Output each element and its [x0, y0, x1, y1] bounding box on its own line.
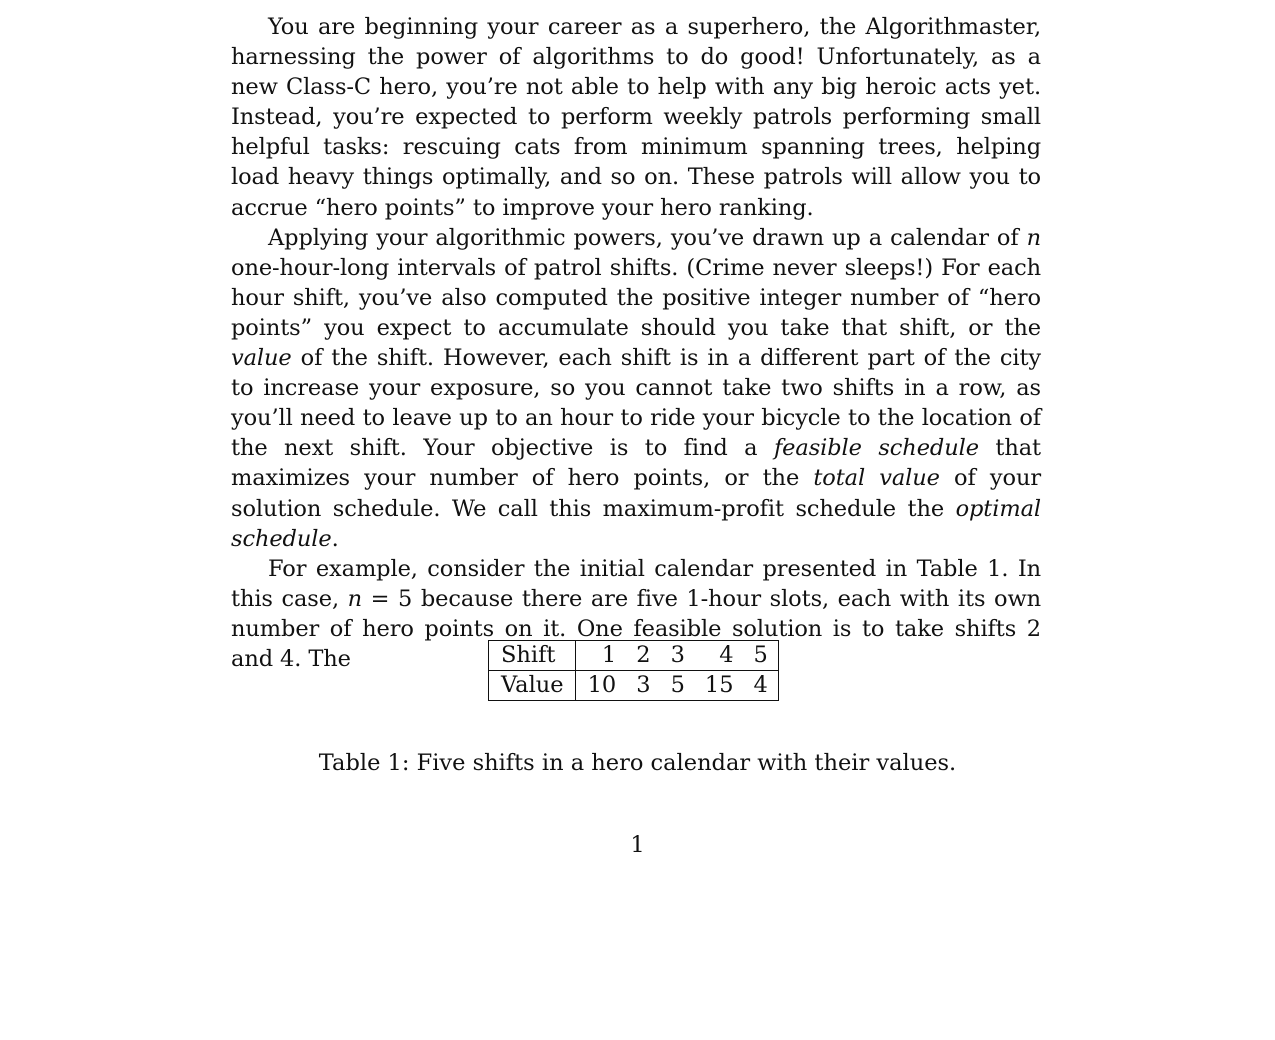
text-run: Applying your algorithmic powers, you’ve drawn up a calendar of — [268, 224, 1027, 251]
shift-value-table — [488, 640, 779, 701]
table-cell: 5 — [744, 641, 779, 671]
table-row-value — [489, 671, 779, 701]
table-cell: 3 — [626, 671, 660, 701]
table-cell: 2 — [626, 641, 660, 671]
text-run: of the shift. However, each shift is in a different part of the city to increase your exposure, so you cannot take two shifts in a row, as you’ll need to leave up to an hour to ride your bicycle to the location of the next shift. Your objective is to find a — [231, 345, 1041, 462]
shift-table-container — [488, 640, 779, 701]
text-run: of your solution schedule. We call this maximum-profit schedule the — [231, 465, 1042, 522]
table-cell: 15 — [695, 671, 744, 701]
table-row-shift — [489, 641, 779, 671]
row-header-shift: Shift — [489, 641, 576, 671]
page-number: 1 — [630, 832, 645, 858]
term-value: value — [231, 345, 292, 372]
table-cell: 1 — [575, 641, 626, 671]
text-run: For example, consider the initial calendar presented in Table 1. In this case, — [231, 555, 1041, 612]
text-run: one-​hour-long intervals of patrol shifts. (Crime never sleeps!) For each hour shift, you’ve also computed the positive integer number of “hero points” you expect to accumulate should you take that shift, or the — [231, 254, 1041, 341]
term-total-value: total value — [813, 465, 940, 492]
table-cell: 3 — [661, 641, 695, 671]
row-header-value: Value — [489, 671, 576, 701]
text-run: that maximizes your number of hero points, or the — [231, 435, 1041, 492]
term-optimal-schedule: optimal schedule — [231, 495, 1041, 552]
math-variable-n: n — [1026, 224, 1041, 251]
text-run: . — [331, 525, 339, 552]
math-variable-n: n — [347, 585, 363, 612]
document-body — [231, 12, 1041, 674]
table-cell: 4 — [695, 641, 744, 671]
table-cell: 5 — [661, 671, 695, 701]
paragraph-problem — [231, 223, 1041, 554]
text-run: = 5 because there are five 1-hour slots, each with its own number of hero points on it. One feasible solution is to take shifts 2 and 4. The — [231, 585, 1041, 672]
table-cell: 10 — [575, 671, 626, 701]
table-cell: 4 — [744, 671, 779, 701]
term-feasible-schedule: feasible schedule — [773, 435, 979, 462]
paragraph-intro: You are beginning your career as a superhero, the Algorithmaster, harnessing the power of algorithms to do good! Unfortunately, as a new Class-C hero, you’re not able to help with any big heroic acts yet. Instead, you’re expected to perform weekly patrols performing small helpful tasks: rescuing cats from minimum spanning trees, helping load heavy things optimally, and so on. These patrols will allow you to accrue “hero points” to improve your hero ranking. — [231, 14, 1041, 221]
table-caption: Table 1: Five shifts in a hero calendar with their values. — [318, 750, 957, 776]
